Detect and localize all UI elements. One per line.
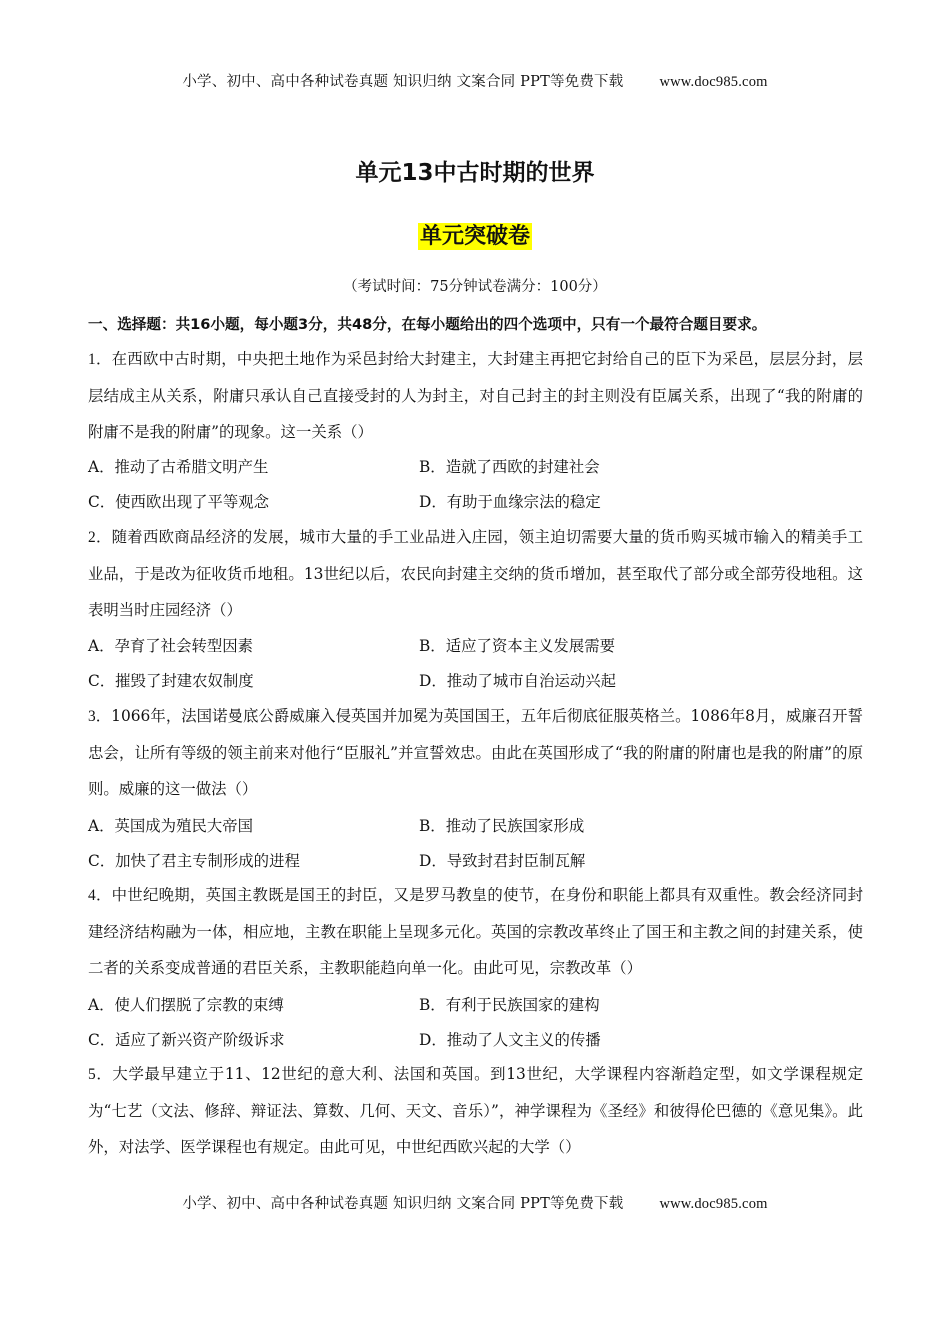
section-heading: 一、选择题：共16小题，每小题3分，共48分，在每小题给出的四个选项中，只有一个最符合题目要求。 [88,316,767,333]
option-d[interactable]: D．导致封君封臣制瓦解 [419,852,586,870]
option-a[interactable]: A．使人们摆脱了宗教的束缚 [88,996,284,1014]
page-header [0,70,950,91]
option-b[interactable]: B．适应了资本主义发展需要 [419,637,615,655]
question-3 [88,698,863,807]
header-site-link[interactable]: www.doc985.com [659,74,768,90]
question-number: 2． [88,529,112,546]
question-stem: 随着西欧商品经济的发展，城市大量的手工业品进入庄园，领主迫切需要大量的货币购买城市输入的精美手工业品，于是改为征收货币地租。13世纪以后，农民向封建主交纳的货币增加，甚至取代了部分或全部劳役地租。这表明当时庄园经济（） [88,528,863,619]
question-4 [88,877,863,986]
option-b[interactable]: B．有利于民族国家的建构 [419,996,600,1014]
footer-site-link[interactable]: www.doc985.com [659,1196,768,1212]
question-5 [88,1056,863,1165]
question-number: 5． [88,1066,113,1083]
exam-info: （考试时间：75分钟试卷满分：100分） [343,279,607,295]
option-a[interactable]: A．推动了古希腊文明产生 [88,458,269,476]
option-d[interactable]: D．有助于血缘宗法的稳定 [419,493,601,511]
option-a[interactable]: A．孕育了社会转型因素 [88,637,254,655]
option-a[interactable]: A．英国成为殖民大帝国 [88,817,254,835]
option-d[interactable]: D．推动了城市自治运动兴起 [419,672,617,690]
question-1 [88,341,863,450]
subtitle-wrap [0,219,950,250]
option-c[interactable]: C．摧毁了封建农奴制度 [88,672,254,690]
question-stem: 1066年，法国诺曼底公爵威廉入侵英国并加冕为英国国王，五年后彻底征服英格兰。1086年8月，威廉召开誓忠会，让所有等级的领主前来对他行“臣服礼”并宣誓效忠。由此在英国形成了“我的附庸的附庸也是我的附庸”的原则。威廉的这一做法（） [88,707,863,798]
option-c[interactable]: C．使西欧出现了平等观念 [88,493,270,511]
option-b[interactable]: B．推动了民族国家形成 [419,817,585,835]
option-c[interactable]: C．加快了君主专制形成的进程 [88,852,300,870]
question-stem: 大学最早建立于11、12世纪的意大利、法国和英国。到13世纪，大学课程内容渐趋定型，如文学课程规定为“七艺（文法、修辞、辩证法、算数、几何、天文、音乐）”，神学课程为《圣经》和彼得伦巴德的《意见集》。此外，对法学、医学课程也有规定。由此可见，中世纪西欧兴起的大学（） [88,1065,863,1156]
option-d[interactable]: D．推动了人文主义的传播 [419,1031,601,1049]
question-stem: 在西欧中古时期，中央把土地作为采邑封给大封建主，大封建主再把它封给自己的臣下为采邑，层层分封，层层结成主从关系，附庸只承认自己直接受封的人为封主，对自己封主的封主则没有臣属关系，出现了“我的附庸的附庸不是我的附庸”的现象。这一关系（） [88,350,863,441]
question-number: 4． [88,887,112,904]
question-2 [88,519,863,628]
footer-text: 小学、初中、高中各种试卷真题 知识归纳 文案合同 PPT等免费下载 [182,1196,624,1212]
question-stem: 中世纪晚期，英国主教既是国王的封臣，又是罗马教皇的使节，在身份和职能上都具有双重性。教会经济同封建经济结构融为一体，相应地，主教在职能上呈现多元化。英国的宗教改革终止了国王和主教之间的封建关系，使二者的关系变成普通的君臣关系，主教职能趋向单一化。由此可见，宗教改革（） [88,886,863,977]
question-number: 3． [88,708,112,725]
question-number: 1． [88,351,112,368]
header-text: 小学、初中、高中各种试卷真题 知识归纳 文案合同 PPT等免费下载 [182,74,624,90]
option-c[interactable]: C．适应了新兴资产阶级诉求 [88,1031,285,1049]
page-title: 单元13中古时期的世界 [355,160,595,186]
page-subtitle: 单元突破卷 [419,224,530,249]
page-footer [0,1192,950,1213]
option-b[interactable]: B．造就了西欧的封建社会 [419,458,600,476]
